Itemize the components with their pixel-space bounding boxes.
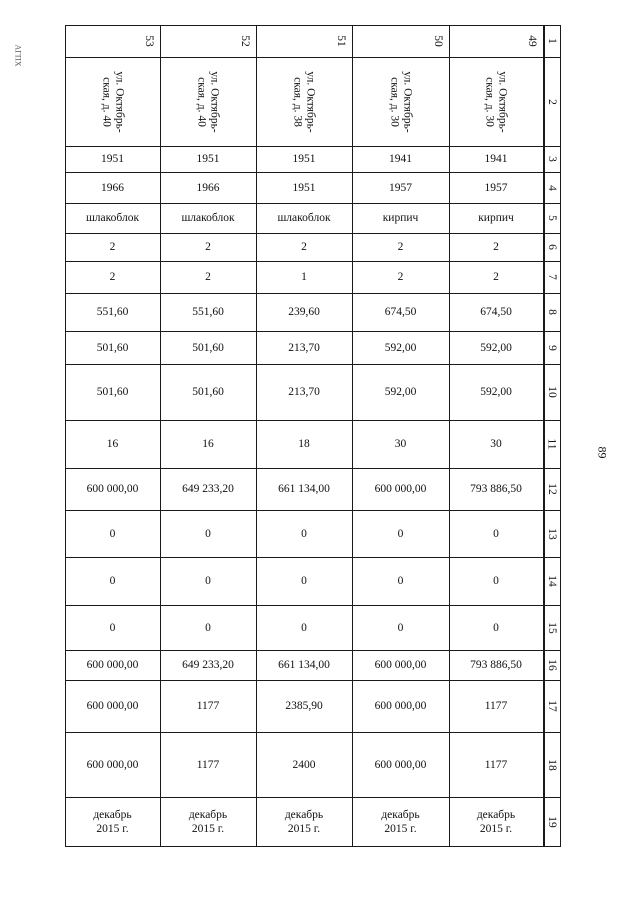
address-cell	[256, 57, 352, 146]
cell-value-line: декабрь	[476, 809, 516, 821]
cell-value-text: 1966	[101, 181, 124, 194]
row-number-cell	[543, 293, 561, 331]
table-cell	[65, 468, 160, 510]
cell-value-text	[381, 808, 419, 836]
cell-value-text: 793 886,50	[470, 483, 522, 495]
cell-value-text: 0	[301, 527, 307, 540]
address-line: ул. Октябрь-	[113, 70, 126, 133]
cell-value-line: 2015 г.	[384, 823, 417, 835]
table-cell	[449, 732, 543, 797]
table-cell	[449, 510, 543, 557]
table-cell	[449, 233, 543, 261]
cell-value-text: 30	[490, 438, 502, 450]
cell-value-text: 239,60	[288, 306, 320, 318]
table-cell	[256, 605, 352, 650]
cell-value-text: 649 233,20	[182, 659, 234, 671]
cell-value-text: 0	[109, 575, 116, 587]
cell-value-text: кирпич	[478, 212, 514, 224]
row-number-text: 19	[546, 816, 558, 828]
row-number-text: 11	[545, 438, 558, 450]
row-number-cell	[543, 146, 561, 172]
table-cell	[256, 293, 352, 331]
cell-value-line: декабрь	[284, 809, 324, 821]
row-number-text: 14	[546, 575, 558, 587]
table-cell	[65, 364, 160, 420]
cell-value-text: 592,00	[480, 386, 512, 398]
margin-mark-text: АГПХ	[13, 44, 23, 66]
table-cell	[160, 172, 256, 203]
cell-value-text: шлакоблок	[85, 212, 140, 224]
row-number-text: 8	[546, 309, 558, 315]
column-number-text: 53	[142, 35, 155, 47]
address-text	[195, 71, 221, 132]
cell-value-text: 1177	[484, 700, 508, 712]
table-cell	[160, 293, 256, 331]
table-cell	[65, 797, 160, 847]
cell-value-text: 0	[109, 527, 116, 540]
table-cell	[256, 510, 352, 557]
row-number-cell	[543, 680, 561, 732]
cell-value-text	[189, 808, 227, 836]
cell-value-text: 2	[397, 241, 404, 253]
row-number-text: 1	[546, 38, 558, 44]
cell-value-text: 674,50	[480, 306, 512, 318]
cell-value-line: 2015 г.	[479, 823, 513, 835]
column-number-text: 49	[525, 35, 538, 47]
cell-value-text: 0	[205, 621, 211, 634]
address-line: ская, д. 40	[195, 76, 208, 127]
table-cell	[256, 732, 352, 797]
table-cell	[352, 650, 449, 680]
column-number-cell	[256, 25, 352, 57]
row-number-text: 18	[546, 758, 558, 771]
row-number-cell	[543, 468, 561, 510]
table-cell	[160, 797, 256, 847]
cell-value-text: 1951	[196, 153, 220, 165]
row-number-cell	[543, 203, 561, 233]
row-number-cell	[543, 25, 561, 57]
table-cell	[352, 468, 449, 510]
cell-value-text: 2	[109, 271, 116, 283]
row-number-text: 7	[546, 274, 558, 280]
table-cell	[65, 233, 160, 261]
table-cell	[449, 203, 543, 233]
cell-value-line: декабрь	[93, 809, 132, 821]
row-number-cell	[543, 364, 561, 420]
table-cell	[256, 146, 352, 172]
cell-value-line: 2015 г.	[287, 823, 321, 835]
cell-value-text: 600 000,00	[374, 758, 427, 771]
cell-value-text: 600 000,00	[86, 758, 139, 771]
row-number-text: 16	[546, 659, 558, 671]
table-cell	[352, 293, 449, 331]
cell-value-text: 0	[397, 527, 404, 540]
address-line: ул. Октябрь-	[401, 70, 414, 133]
cell-value-text: 661 134,00	[278, 659, 330, 671]
cell-value-text: 501,60	[192, 386, 224, 398]
row-number-text: 15	[546, 621, 558, 634]
table-cell	[449, 172, 543, 203]
table-cell	[160, 364, 256, 420]
cell-value-line: 2015 г.	[191, 823, 225, 835]
table-cell	[352, 420, 449, 468]
table-cell	[65, 680, 160, 732]
table-cell	[352, 261, 449, 293]
cell-value-text: кирпич	[382, 212, 419, 224]
cell-value-text: 600 000,00	[86, 483, 139, 495]
table-cell	[352, 172, 449, 203]
cell-value-line: 2015 г.	[96, 823, 129, 835]
table-cell	[65, 203, 160, 233]
table-cell	[65, 146, 160, 172]
row-number-cell	[543, 331, 561, 364]
cell-value-text: 16	[106, 438, 119, 450]
cell-value-text: 2400	[292, 758, 316, 771]
cell-value-text: 16	[202, 438, 214, 450]
table-cell	[256, 680, 352, 732]
row-number-cell	[543, 650, 561, 680]
row-number-cell	[543, 797, 561, 847]
row-number-text: 5	[546, 215, 558, 221]
row-number-text: 2	[546, 98, 558, 105]
address-cell	[449, 57, 543, 146]
cell-value-text: 1966	[196, 181, 220, 194]
table-cell	[65, 293, 160, 331]
table-cell	[352, 233, 449, 261]
table-cell	[352, 203, 449, 233]
table-cell	[352, 732, 449, 797]
cell-value-text	[477, 808, 515, 836]
cell-value-text: 1941	[389, 153, 412, 165]
cell-value-text: 1951	[101, 153, 124, 165]
table-cell	[449, 261, 543, 293]
table-cell	[352, 510, 449, 557]
table-cell	[449, 364, 543, 420]
row-number-text: 12	[546, 483, 558, 495]
table-cell	[352, 146, 449, 172]
cell-value-text: 1941	[484, 153, 508, 165]
table-cell	[160, 331, 256, 364]
cell-value-text: 600 000,00	[86, 659, 139, 671]
table-cell	[352, 331, 449, 364]
row-number-cell	[543, 605, 561, 650]
cell-value-text: 600 000,00	[374, 659, 427, 671]
table-cell	[449, 797, 543, 847]
address-cell	[352, 57, 449, 146]
table-cell	[160, 605, 256, 650]
address-line: ская, д. 40	[100, 76, 113, 127]
table-cell	[160, 420, 256, 468]
cell-value-text: 0	[397, 621, 404, 634]
table-cell	[449, 650, 543, 680]
row-number-text: 9	[546, 344, 558, 351]
table-cell	[65, 261, 160, 293]
address-cell	[65, 57, 160, 146]
table-cell	[160, 732, 256, 797]
table-cell	[160, 203, 256, 233]
cell-value-text: 600 000,00	[86, 700, 139, 712]
row-number-cell	[543, 732, 561, 797]
row-number-text: 6	[546, 244, 558, 250]
margin-mark	[6, 40, 30, 70]
table-cell	[65, 650, 160, 680]
column-number-cell	[160, 25, 256, 57]
cell-value-text: 1177	[196, 758, 220, 771]
cell-value-text	[285, 808, 323, 836]
table-cell	[65, 510, 160, 557]
row-number-text: 4	[546, 184, 558, 191]
address-line: ская, д. 30	[483, 76, 496, 127]
table-cell	[160, 510, 256, 557]
cell-value-line: декабрь	[188, 809, 228, 821]
row-number-text: 3	[546, 156, 558, 162]
cell-value-text: 0	[109, 621, 116, 634]
table-cell	[65, 557, 160, 605]
row-number-cell	[543, 420, 561, 468]
cell-value-text: 1951	[292, 181, 316, 194]
cell-value-text: 1957	[484, 181, 508, 194]
cell-value-text: 1951	[292, 153, 316, 165]
row-number-cell	[543, 233, 561, 261]
row-number-cell	[543, 510, 561, 557]
table-cell	[256, 650, 352, 680]
table-cell	[352, 680, 449, 732]
column-number-cell	[65, 25, 160, 57]
table-cell	[449, 605, 543, 650]
cell-value-text: 1177	[196, 700, 220, 712]
address-line: ул. Октябрь-	[208, 70, 221, 133]
cell-value-text: 30	[394, 438, 407, 450]
cell-value-text: 592,00	[384, 341, 417, 354]
row-number-cell	[543, 261, 561, 293]
table-cell	[449, 468, 543, 510]
table-cell	[352, 605, 449, 650]
address-text	[291, 71, 317, 132]
cell-value-text: 600 000,00	[374, 483, 427, 495]
cell-value-text: 2	[109, 241, 116, 253]
cell-value-text	[93, 808, 131, 836]
address-text	[483, 71, 509, 132]
row-number-text: 10	[546, 386, 558, 398]
table-cell	[160, 680, 256, 732]
cell-value-text: 1957	[389, 181, 412, 194]
cell-value-text: 501,60	[192, 341, 224, 354]
cell-value-text: 1	[301, 271, 307, 283]
cell-value-text: 551,60	[96, 306, 129, 318]
table-cell	[449, 331, 543, 364]
cell-value-text: 2	[205, 241, 211, 253]
page-number	[590, 440, 614, 464]
address-line: ул. Октябрь-	[304, 70, 317, 133]
cell-value-text: 2385,90	[285, 700, 323, 712]
table-cell	[256, 233, 352, 261]
register-table	[65, 25, 561, 847]
cell-value-text: 551,60	[192, 306, 224, 318]
page-number-text: 89	[595, 446, 610, 458]
column-number-cell	[352, 25, 449, 57]
row-number-cell	[543, 172, 561, 203]
column-number-text: 52	[238, 35, 251, 47]
table-cell	[160, 146, 256, 172]
table-cell	[449, 420, 543, 468]
table-cell	[65, 605, 160, 650]
cell-value-text: 661 134,00	[278, 483, 330, 495]
cell-value-text: 213,70	[288, 386, 320, 398]
table-cell	[352, 364, 449, 420]
column-number-text: 50	[431, 35, 444, 47]
cell-value-text: 0	[205, 575, 211, 587]
cell-value-text: 501,60	[96, 386, 129, 398]
cell-value-text: 1177	[484, 758, 508, 771]
table-cell	[352, 557, 449, 605]
cell-value-text: 2	[493, 271, 499, 283]
table-cell	[449, 146, 543, 172]
row-number-cell	[543, 57, 561, 146]
table-cell	[256, 557, 352, 605]
table-cell	[160, 233, 256, 261]
table-cell	[352, 797, 449, 847]
cell-value-text: 793 886,50	[470, 659, 522, 671]
table-cell	[256, 261, 352, 293]
cell-value-text: 0	[493, 575, 499, 587]
cell-value-text: 2	[397, 271, 404, 283]
cell-value-text: 0	[301, 621, 307, 634]
table-cell	[256, 331, 352, 364]
column-number-cell	[449, 25, 543, 57]
table-cell	[65, 331, 160, 364]
cell-value-text: 213,70	[288, 341, 320, 354]
table-cell	[256, 797, 352, 847]
cell-value-text: 600 000,00	[374, 700, 427, 712]
table-cell	[256, 468, 352, 510]
table-cell	[160, 468, 256, 510]
cell-value-text: 2	[301, 241, 307, 253]
table-cell	[256, 420, 352, 468]
cell-value-text: 0	[493, 621, 499, 634]
cell-value-text: 0	[301, 575, 307, 587]
address-line: ул. Октябрь-	[496, 70, 509, 133]
table-cell	[256, 172, 352, 203]
cell-value-text: 592,00	[480, 341, 512, 354]
cell-value-text: 2	[493, 241, 499, 253]
row-number-text: 17	[546, 700, 558, 712]
cell-value-text: 674,50	[384, 306, 417, 318]
table-cell	[449, 557, 543, 605]
address-line: ская, д. 38	[291, 76, 304, 127]
cell-value-text: 592,00	[384, 386, 417, 398]
cell-value-text: 0	[205, 527, 211, 540]
table-cell	[256, 364, 352, 420]
table-cell	[65, 732, 160, 797]
cell-value-line: декабрь	[381, 809, 420, 821]
cell-value-text: шлакоблок	[181, 212, 235, 224]
cell-value-text: 501,60	[96, 341, 129, 354]
table-cell	[65, 420, 160, 468]
table-cell	[256, 203, 352, 233]
row-number-text: 13	[546, 527, 558, 540]
cell-value-text: 0	[397, 575, 404, 587]
cell-value-text: 0	[493, 527, 499, 540]
address-text	[387, 71, 413, 132]
cell-value-text: 649 233,20	[182, 483, 234, 495]
row-number-cell	[543, 557, 561, 605]
table-cell	[160, 261, 256, 293]
column-number-text: 51	[334, 35, 347, 47]
table-cell	[160, 650, 256, 680]
address-text	[99, 71, 125, 132]
table-cell	[449, 293, 543, 331]
table-cell	[65, 172, 160, 203]
cell-value-text: 18	[298, 438, 310, 450]
address-cell	[160, 57, 256, 146]
table-cell	[160, 557, 256, 605]
table-cell	[449, 680, 543, 732]
address-line: ская, д. 30	[388, 76, 401, 127]
cell-value-text: 2	[205, 271, 211, 283]
cell-value-text: шлакоблок	[277, 212, 331, 224]
